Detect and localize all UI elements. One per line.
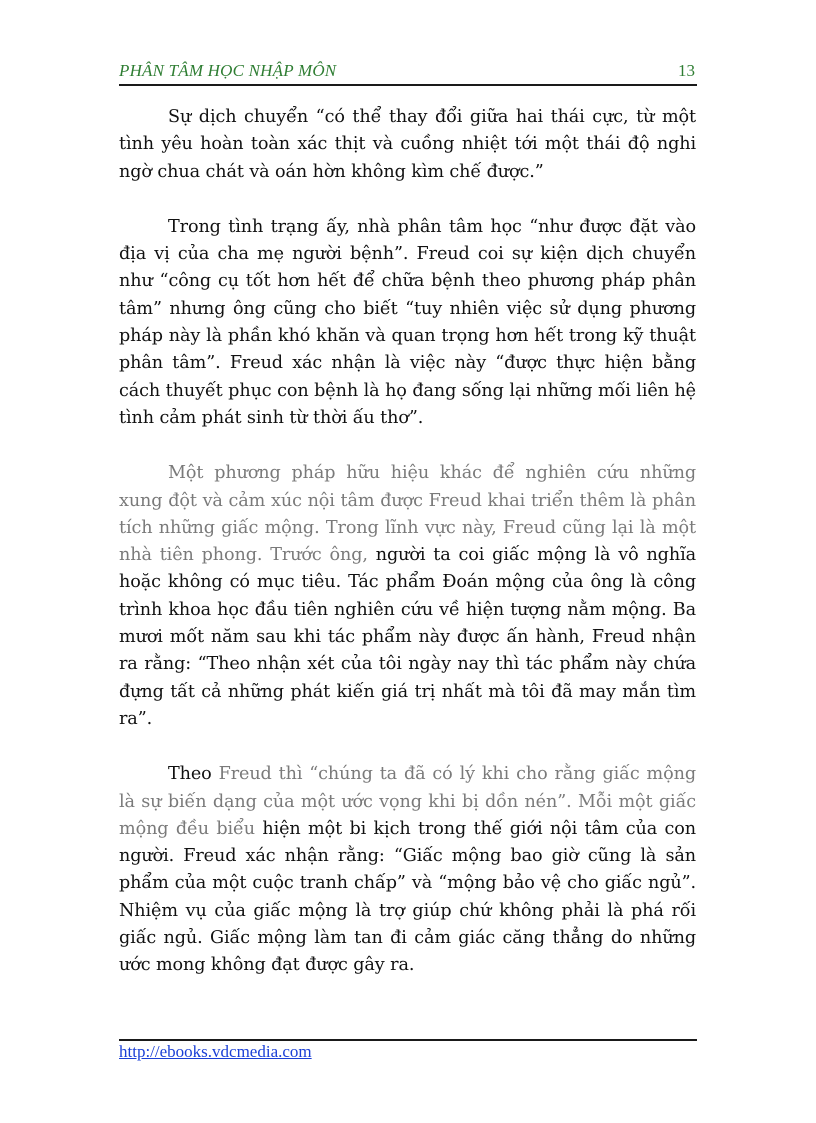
page-body — [119, 104, 696, 1008]
page-header — [119, 58, 697, 86]
paragraph-text: Trong tình trạng ấy, nhà phân tâm học “như được đặt vào địa vị của cha mẹ người bệnh”. Freud coi sự kiện dịch chuyển như “công cụ tốt hơn hết để chữa bệnh theo phương pháp phân tâm” nhưng ông cũng cho biết “tuy nhiên việc sử dụng phương pháp này là phần khó khăn và quan trọng hơn hết trong kỹ thuật phân tâm”. Freud xác nhận là việc này “được thực hiện bằng cách thuyết phục con bệnh là họ đang sống lại những mối liên hệ tình cảm phát sinh từ thời ấu thơ”. — [119, 216, 696, 428]
paragraph-text: Sự dịch chuyển “có thể thay đổi giữa hai thái cực, từ một tình yêu hoàn toàn xác thịt và cuồng nhiệt tới một thái độ nghi ngờ chua chát và oán hờn không kìm chế được.” — [119, 107, 696, 182]
page-number: 13 — [678, 61, 695, 80]
paragraph — [119, 104, 696, 186]
paragraph — [119, 761, 696, 979]
paragraph — [119, 214, 696, 432]
paragraph-text: hiện một bi kịch trong thế giới nội tâm của con người. Freud xác nhận rằng: “Giấc mộng bao giờ cũng là sản phẩm của một cuộc tranh chấp” và “mộng bảo vệ cho giấc ngủ”. Nhiệm vụ của giấc mộng là trợ giúp chứ không phải là phá rối giấc ngủ. Giấc mộng làm tan đi cảm giác căng thẳng do những ước mong không đạt được gây ra. — [119, 818, 697, 976]
paragraph-text-faded: Một phương pháp hữu hiệu khác để nghiên cứu những xung đột và cảm xúc nội tâm được Freud khai triển thêm là phân tích những giấc mộng. Trong lĩnh vực này, Freud cũng lại là một nhà tiên phong. Trước ông, — [119, 463, 696, 566]
footer-divider — [119, 1039, 697, 1041]
paragraph-text-faded: Freud thì “chúng ta đã có lý khi cho rằng giấc mộng là sự biến dạng của một ước vọng khi bị dồn nén”. Mỗi một giấc mộng đều biểu — [119, 764, 696, 839]
paragraph — [119, 460, 696, 733]
footer-link[interactable]: http://ebooks.vdcmedia.com — [119, 1042, 312, 1061]
paragraph-text-lead: Theo — [168, 764, 219, 785]
paragraph-text: người ta coi giấc mộng là vô nghĩa hoặc không có mục tiêu. Tác phẩm Đoán mộng của ông là công trình khoa học đầu tiên nghiên cứu về hiện tượng nằm mộng. Ba mươi mốt năm sau khi tác phẩm này được ấn hành, Freud nhận ra rằng: “Theo nhận xét của tôi ngày nay thì tác phẩm này chứa đựng tất cả những phát kiến giá trị nhất mà tôi đã may mắn tìm ra”. — [119, 545, 696, 729]
header-title: PHÂN TÂM HỌC NHẬP MÔN — [119, 61, 337, 80]
